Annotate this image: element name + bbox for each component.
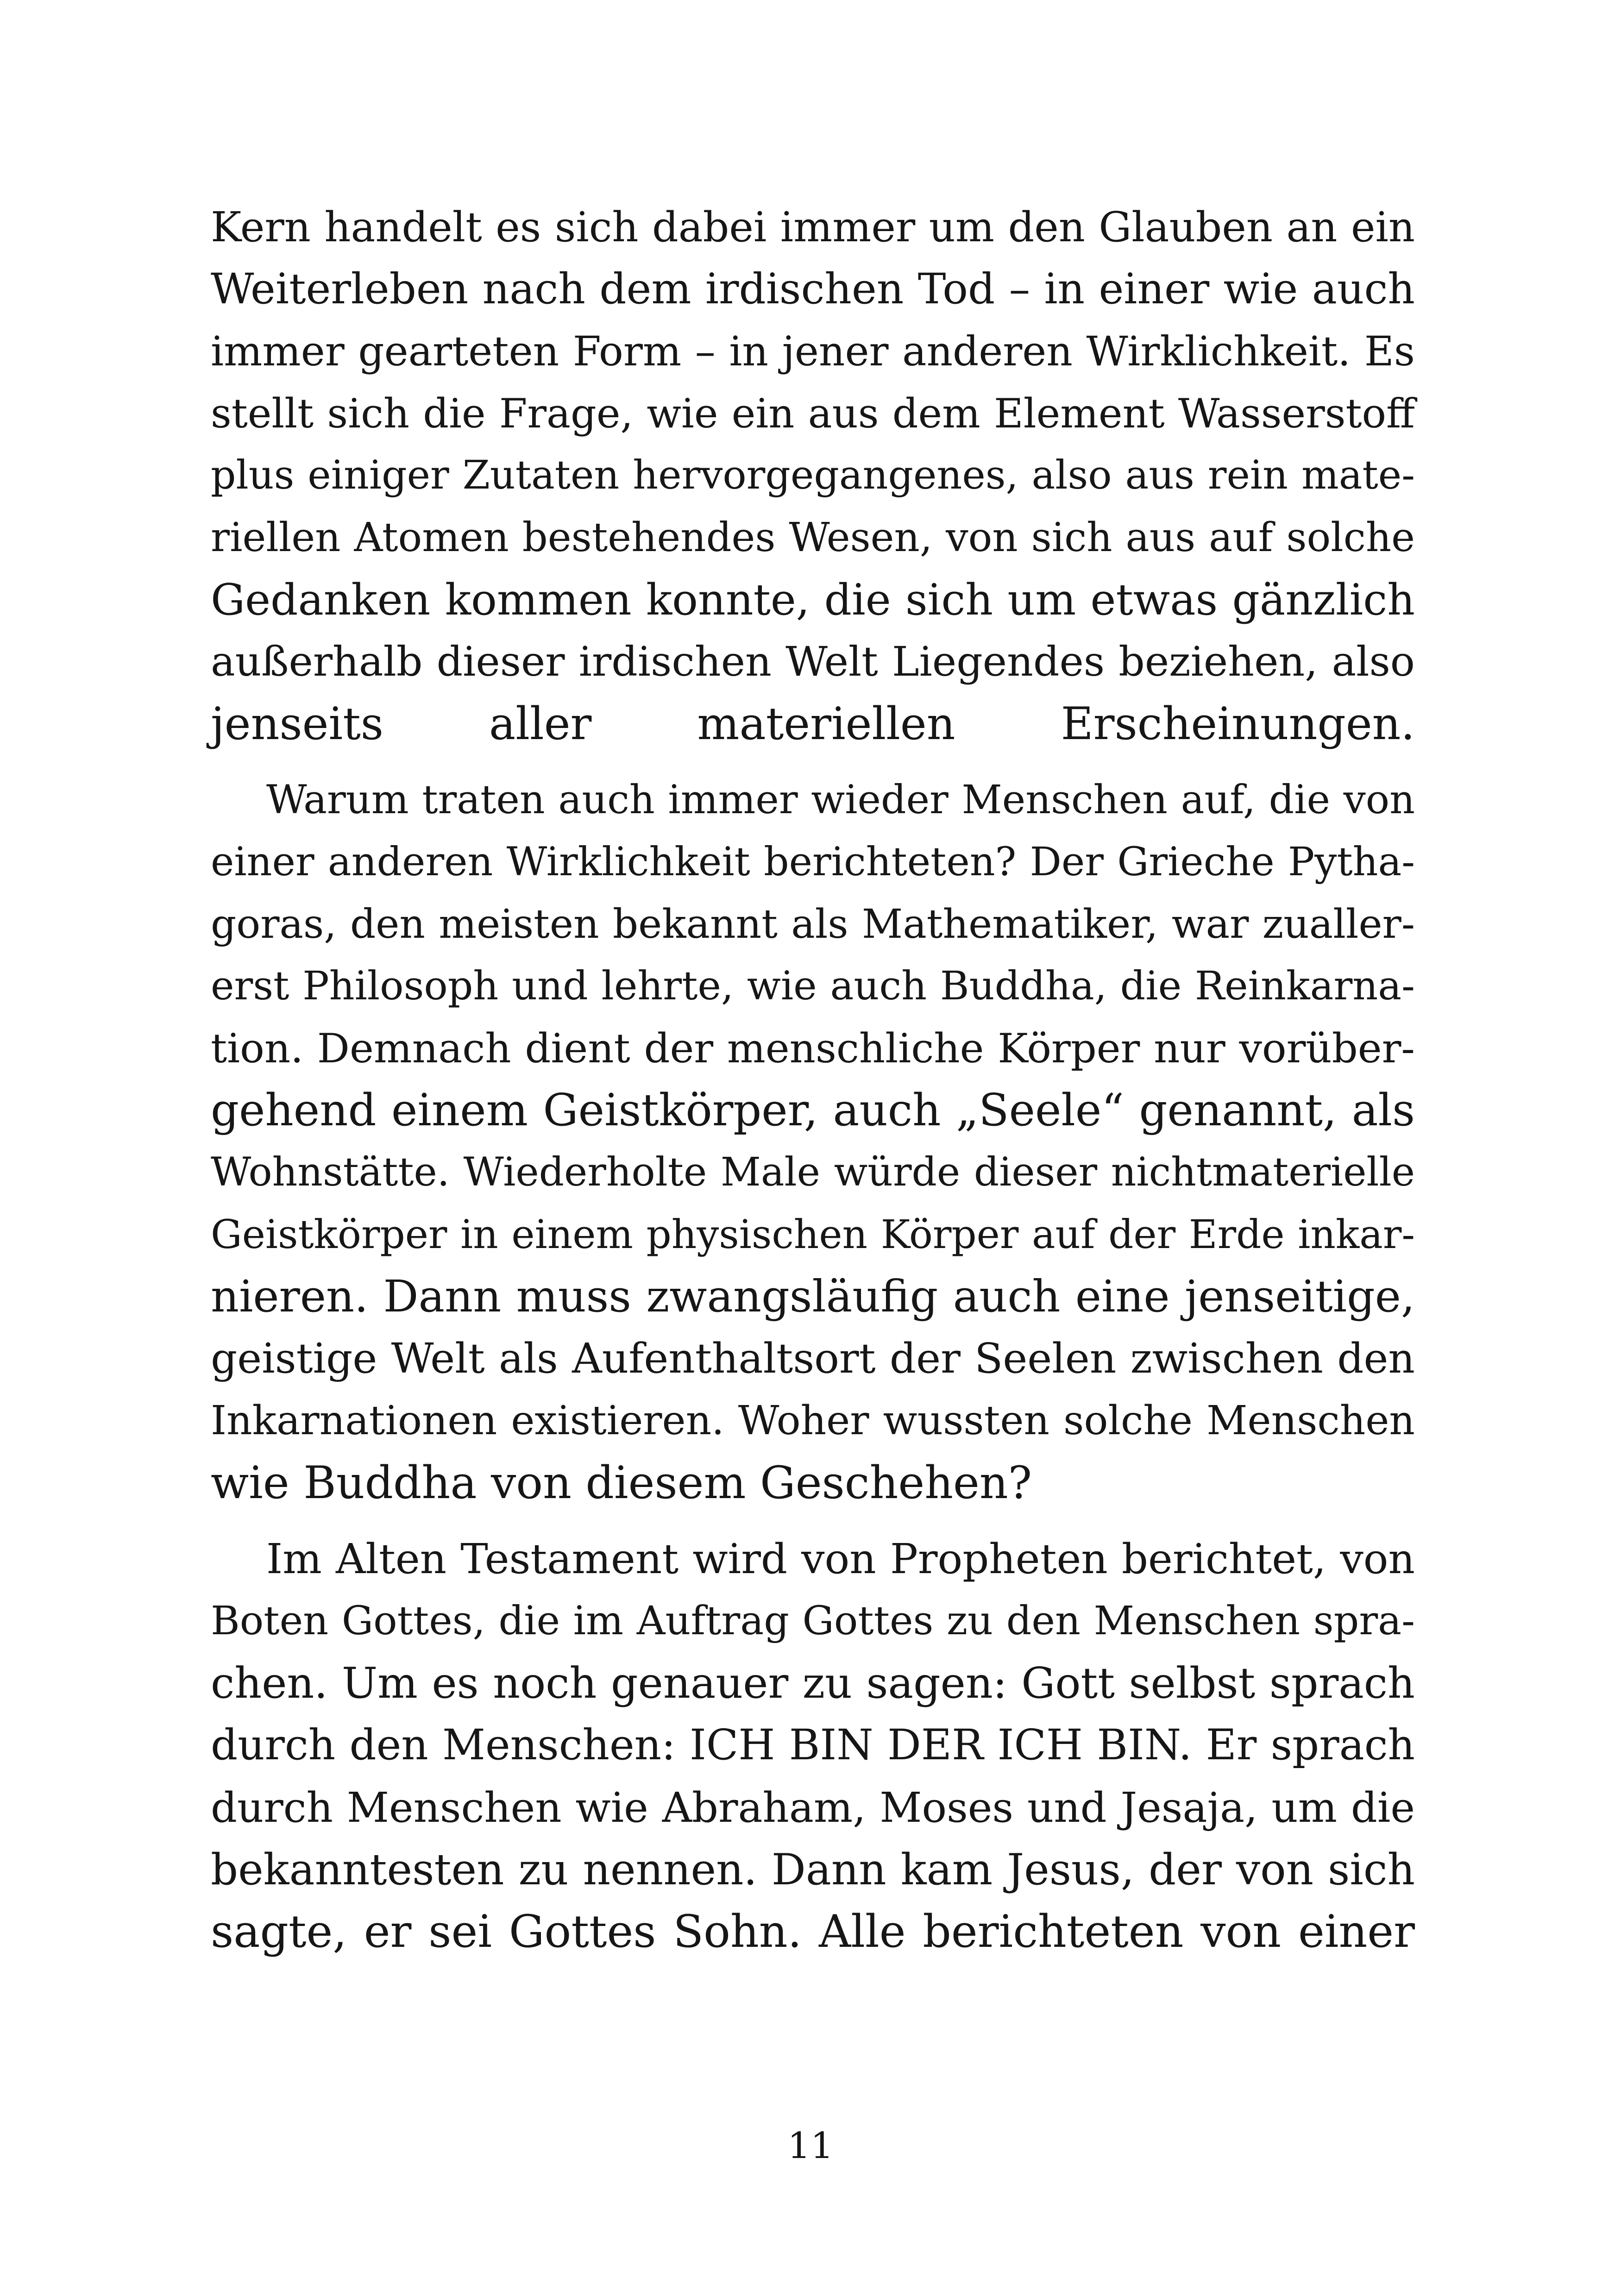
paragraph (211, 196, 1415, 755)
text-line: goras, den meisten bekannt als Mathematiker, war zualler- (211, 901, 1415, 947)
text-line: Im Alten Testament wird von Propheten berichtet, von (266, 1535, 1415, 1583)
text-line: Kern handelt es sich dabei immer um den Glauben an ein (211, 203, 1415, 251)
body-text (211, 196, 1415, 1977)
text-line: jenseits aller materiellen Erscheinungen. (211, 698, 1415, 750)
text-line: riellen Atomen bestehendes Wesen, von sich aus auf solche (211, 514, 1415, 561)
text-line: durch Menschen wie Abraham, Moses und Jesaja, um die (211, 1783, 1415, 1832)
text-line: Geistkörper in einem physischen Körper auf der Erde inkar- (211, 1211, 1415, 1257)
text-line: Inkarnationen existieren. Woher wussten solche Menschen (211, 1398, 1415, 1444)
page-number: 11 (787, 2125, 834, 2167)
text-line: geistige Welt als Aufenthaltsort der Seelen zwischen den (211, 1335, 1415, 1383)
text-line: wie Buddha von diesem Geschehen? (211, 1457, 1032, 1509)
text-line: nieren. Dann muss zwangsläufig auch eine jenseitige, (211, 1271, 1415, 1322)
text-line: immer gearteten Form – in jener anderen Wirklichkeit. Es (211, 327, 1415, 375)
text-line: sagte, er sei Gottes Sohn. Alle berichteten von einer (211, 1906, 1415, 1957)
paragraph (211, 1528, 1415, 1963)
text-line: Boten Gottes, die im Auftrag Gottes zu den Menschen spra- (211, 1598, 1415, 1644)
paragraph (211, 769, 1415, 1514)
text-line: durch den Menschen: ICH BIN DER ICH BIN. Er sprach (211, 1721, 1415, 1769)
text-line: Gedanken kommen konnte, die sich um etwas gänzlich (211, 575, 1415, 625)
text-line: plus einiger Zutaten hervorgegangenes, also aus rein mate- (211, 452, 1415, 498)
text-line: Warum traten auch immer wieder Menschen auf, die von (266, 777, 1415, 823)
text-line: Wohnstätte. Wiederholte Male würde dieser nichtmaterielle (211, 1149, 1415, 1195)
text-line: Weiterleben nach dem irdischen Tod – in einer wie auch (211, 265, 1415, 314)
text-line: erst Philosoph und lehrte, wie auch Buddha, die Reinkarna- (211, 963, 1415, 1009)
text-line: bekanntesten zu nennen. Dann kam Jesus, der von sich (211, 1844, 1415, 1895)
text-line: stellt sich die Frage, wie ein aus dem Element Wasserstoff (211, 390, 1415, 437)
text-line: chen. Um es noch genauer zu sagen: Gott selbst sprach (211, 1658, 1415, 1708)
text-line: gehend einem Geistkörper, auch „Seele“ genannt, als (211, 1085, 1415, 1136)
text-line: außerhalb dieser irdischen Welt Liegendes beziehen, also (211, 638, 1415, 685)
text-line: tion. Demnach dient der menschliche Körper nur vorüber- (211, 1025, 1415, 1072)
text-line: einer anderen Wirklichkeit berichteten? Der Grieche Pytha- (211, 839, 1415, 885)
